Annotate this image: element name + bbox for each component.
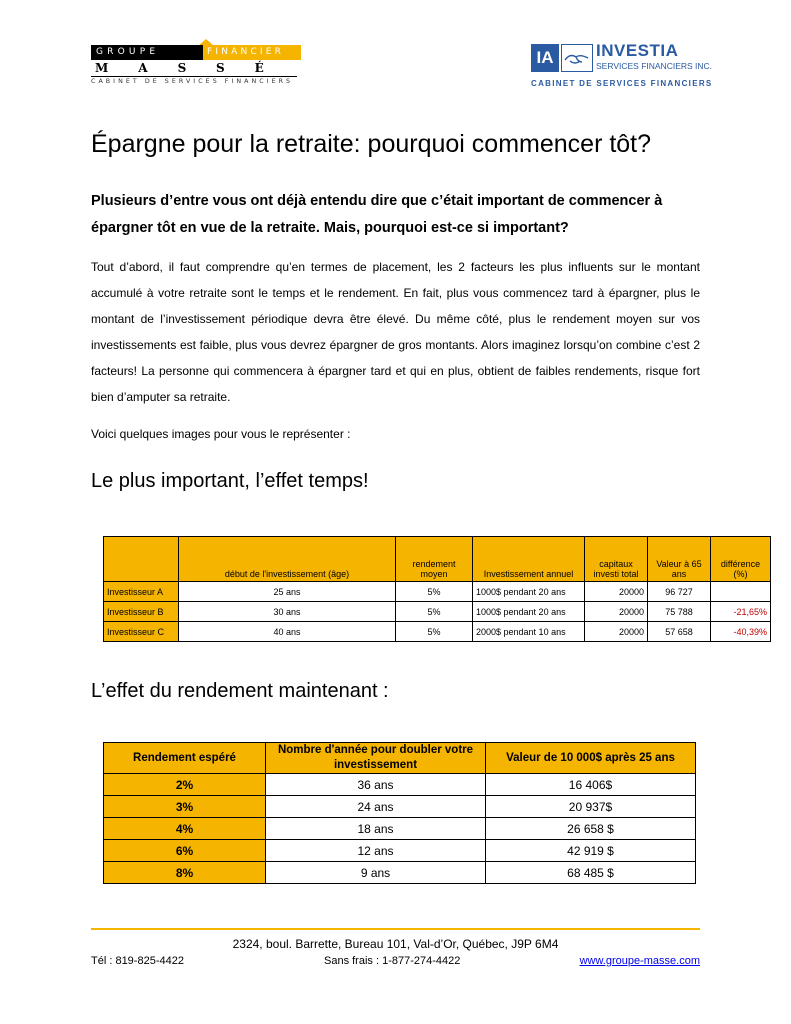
investor-name: Investisseur B: [104, 602, 179, 622]
table-cell: 20 937$: [486, 796, 696, 818]
table-cell: 24 ans: [266, 796, 486, 818]
section-heading-time: Le plus important, l’effet temps!: [91, 470, 369, 492]
table-cell: 57 658: [648, 622, 711, 642]
table-header-row: [104, 743, 696, 774]
table-row: [104, 602, 771, 622]
page-title: Épargne pour la retraite: pourquoi commencer tôt?: [91, 130, 652, 158]
table-header-row: [104, 537, 771, 582]
table-cell: 1000$ pendant 20 ans: [473, 582, 585, 602]
investia-services: SERVICES FINANCIERS INC.: [596, 61, 713, 71]
rate-cell: 2%: [104, 774, 266, 796]
table-cell: 18 ans: [266, 818, 486, 840]
table-header-cell: début de l'investissement (âge): [179, 537, 396, 582]
investia-name: INVESTIA: [596, 41, 679, 60]
footer-address: 2324, boul. Barrette, Bureau 101, Val-d’Or, Québec, J9P 6M4: [232, 937, 559, 951]
rate-cell: 6%: [104, 840, 266, 862]
section-heading-return: L’effet du rendement maintenant :: [91, 680, 389, 702]
groupe-financier-masse-logo: [91, 45, 301, 97]
table-header-cell: capitaux investi total: [585, 537, 648, 582]
table-cell: 36 ans: [266, 774, 486, 796]
table-row: [104, 622, 771, 642]
body-paragraph: Tout d’abord, il faut comprendre qu’en termes de placement, les 2 facteurs les plus influents sur le montant accumulé à votre retraite sont le temps et le rendement. En fait, plus vous commencez tard à épargner, plus le montant de l’investissement périodique devra être élevé. Du même côté, plus le rendement moyen sur vos investissements est faible, plus vous devrez épargner de gros montants. Alors imaginez lorsqu’on combine c’est 2 facteurs! La personne qui commencera à épargner tard et qui en plus, obtient de faibles rendements, risque fort bien d’amputer sa retraite.: [91, 260, 700, 404]
rate-cell: 4%: [104, 818, 266, 840]
table-cell: 20000: [585, 582, 648, 602]
logo-masse-text: MASSÉ: [95, 61, 294, 75]
table-cell: 42 919 $: [486, 840, 696, 862]
table-row: [104, 862, 696, 884]
table-row: [104, 582, 771, 602]
table-row: [104, 774, 696, 796]
table-cell: -21,65%: [711, 602, 771, 622]
rate-cell: 8%: [104, 862, 266, 884]
logo-cabinet-text: CABINET DE SERVICES FINANCIERS: [91, 78, 294, 85]
investor-name: Investisseur A: [104, 582, 179, 602]
logo-divider: [91, 76, 297, 77]
table-header-cell: Investissement annuel: [473, 537, 585, 582]
table-cell: 25 ans: [179, 582, 396, 602]
table-cell: 9 ans: [266, 862, 486, 884]
table-header-cell: différence (%): [711, 537, 771, 582]
table-cell: 40 ans: [179, 622, 396, 642]
table-cell: 5%: [396, 582, 473, 602]
investia-logo: [531, 40, 713, 92]
footer-toll-free: Sans frais : 1-877-274-4422: [324, 955, 461, 967]
lead-paragraph: Plusieurs d’entre vous ont déjà entendu dire que c’était important de commencer à épargner tôt en vue de la retraite. Mais, pourquoi est-ce si important?: [91, 193, 663, 236]
ia-logo-mark: IA: [531, 44, 559, 72]
table-cell: 26 658 $: [486, 818, 696, 840]
table-header-cell: Valeur de 10 000$ après 25 ans: [486, 743, 696, 774]
table-cell: 1000$ pendant 20 ans: [473, 602, 585, 622]
rate-cell: 3%: [104, 796, 266, 818]
website-link[interactable]: www.groupe-masse.com: [579, 955, 700, 967]
table-cell: 96 727: [648, 582, 711, 602]
table-cell: 5%: [396, 622, 473, 642]
table-row: [104, 796, 696, 818]
table-row: [104, 840, 696, 862]
table-cell: 12 ans: [266, 840, 486, 862]
table-cell: -40,39%: [711, 622, 771, 642]
return-effect-table: [103, 742, 696, 884]
table-header-cell: Rendement espéré: [104, 743, 266, 774]
table-cell: 75 788: [648, 602, 711, 622]
logo-groupe-text: GROUPE: [91, 45, 203, 60]
table-header-cell: [104, 537, 179, 582]
footer-divider: [91, 928, 700, 930]
table-cell: 20000: [585, 602, 648, 622]
investia-cabinet: CABINET DE SERVICES FINANCIERS: [531, 79, 713, 88]
table-row: [104, 818, 696, 840]
footer-phone: Tél : 819-825-4422: [91, 955, 184, 967]
table-header-cell: rendement moyen: [396, 537, 473, 582]
intro-line: Voici quelques images pour vous le représenter :: [91, 427, 351, 441]
table-cell: 2000$ pendant 10 ans: [473, 622, 585, 642]
table-cell: 20000: [585, 622, 648, 642]
table-cell: 5%: [396, 602, 473, 622]
handshake-icon: [561, 44, 593, 72]
table-cell: [711, 582, 771, 602]
table-header-cell: Valeur à 65 ans: [648, 537, 711, 582]
time-effect-table: [103, 536, 771, 642]
logo-financier-text: FINANCIER: [207, 47, 285, 57]
table-cell: 16 406$: [486, 774, 696, 796]
table-cell: 30 ans: [179, 602, 396, 622]
table-header-cell: Nombre d'année pour doubler votre investissement: [266, 743, 486, 774]
table-cell: 68 485 $: [486, 862, 696, 884]
investor-name: Investisseur C: [104, 622, 179, 642]
